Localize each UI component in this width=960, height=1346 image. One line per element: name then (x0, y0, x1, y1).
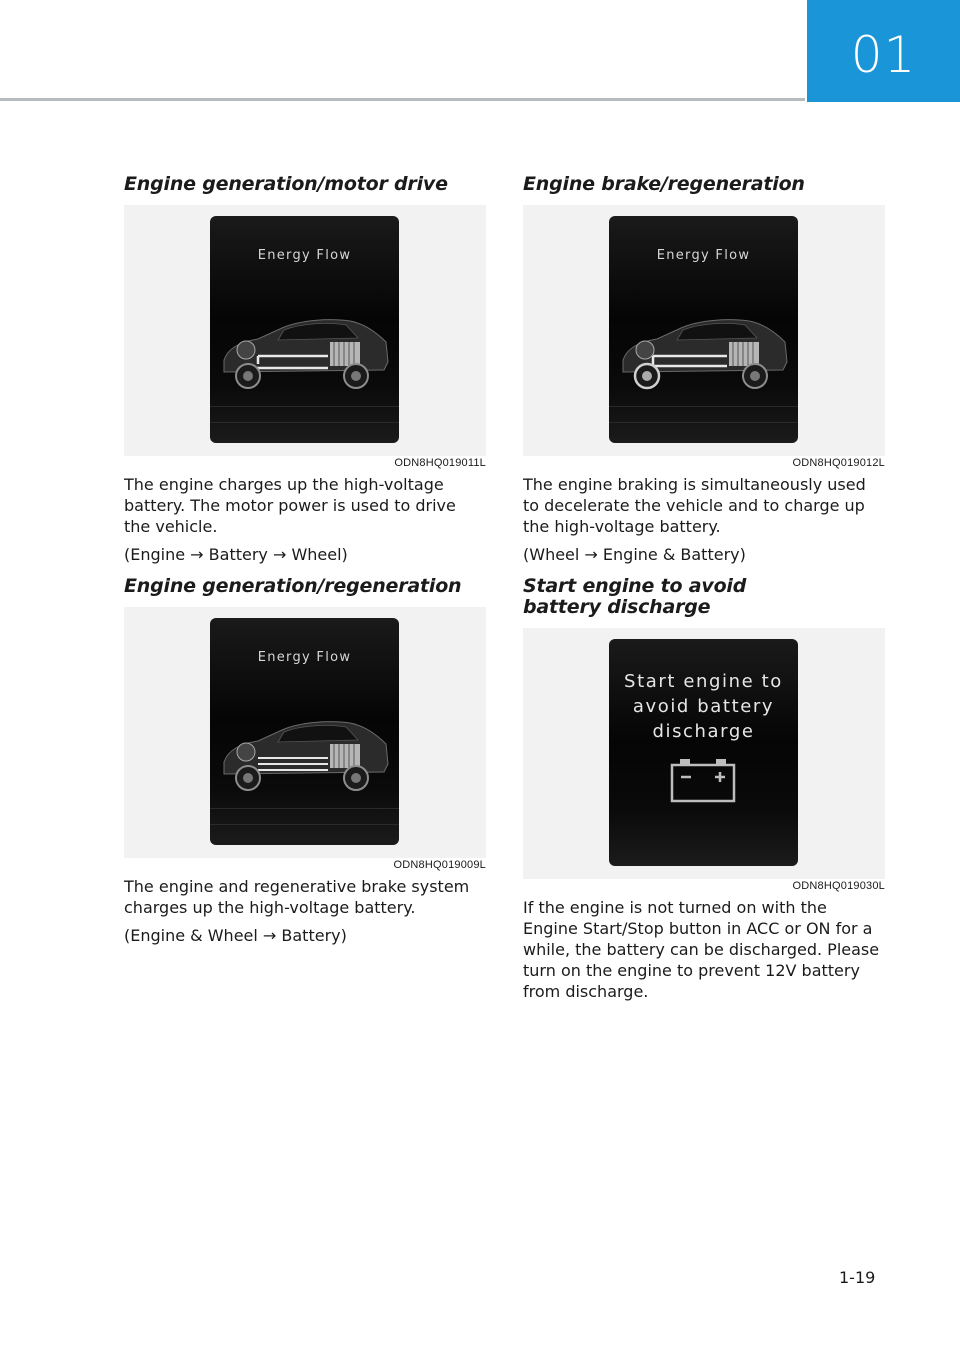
section-engine-brake-regeneration (523, 174, 885, 565)
screen-title: Start engine to avoid battery discharge (624, 671, 783, 742)
section-heading: Engine brake/regeneration (523, 173, 805, 195)
figure (124, 607, 486, 871)
screen-title: Energy Flow (257, 248, 352, 263)
cluster-screen (210, 618, 399, 845)
section-heading: Engine generation/regeneration (124, 575, 462, 597)
figure-code: ODN8HQ019012L (792, 457, 885, 469)
paragraph: (Wheel → Engine & Battery) (523, 545, 746, 564)
paragraph: The engine braking is simultaneously used to decelerate the vehicle and to charge up the high-voltage battery. (523, 475, 866, 536)
section-heading: Engine generation/motor drive (124, 173, 448, 195)
section-engine-generation-regeneration (124, 576, 486, 946)
chapter-tab (807, 0, 960, 102)
paragraph: The engine and regenerative brake system charges up the high-voltage battery. (124, 877, 470, 917)
section-body (523, 897, 885, 1002)
figure-code: ODN8HQ019011L (394, 457, 486, 469)
section-engine-generation-motor-drive (124, 174, 486, 565)
screen-title: Energy Flow (257, 650, 352, 665)
section-heading: Start engine to avoid battery discharge (523, 575, 747, 618)
figure (523, 628, 885, 892)
figure-code: ODN8HQ019009L (393, 859, 486, 871)
car-energy-flow-icon (218, 312, 390, 398)
paragraph: If the engine is not turned on with the Engine Start/Stop button in ACC or ON for a while, the battery can be discharged. Please turn on the engine to prevent 12V battery from discharge. (523, 898, 880, 1001)
figure-code: ODN8HQ019030L (792, 880, 885, 892)
paragraph: (Engine & Wheel → Battery) (124, 926, 347, 945)
car-energy-flow-icon (218, 714, 390, 800)
paragraph: (Engine → Battery → Wheel) (124, 545, 348, 564)
section-body (124, 876, 486, 946)
figure (523, 205, 885, 469)
cluster-screen (609, 639, 798, 866)
page-number: 1-19 (839, 1268, 876, 1287)
header-rule (0, 98, 805, 101)
chapter-number: 01 (850, 26, 917, 84)
section-body (124, 474, 486, 565)
screen-title: Energy Flow (656, 248, 751, 263)
section-body (523, 474, 885, 565)
section-start-engine-to-avoid-battery-discharge (523, 576, 885, 1002)
battery-icon (669, 757, 737, 805)
cluster-screen (609, 216, 798, 443)
figure (124, 205, 486, 469)
paragraph: The engine charges up the high-voltage battery. The motor power is used to drive the vehicle. (124, 475, 456, 536)
car-energy-flow-icon (617, 312, 789, 398)
cluster-screen (210, 216, 399, 443)
